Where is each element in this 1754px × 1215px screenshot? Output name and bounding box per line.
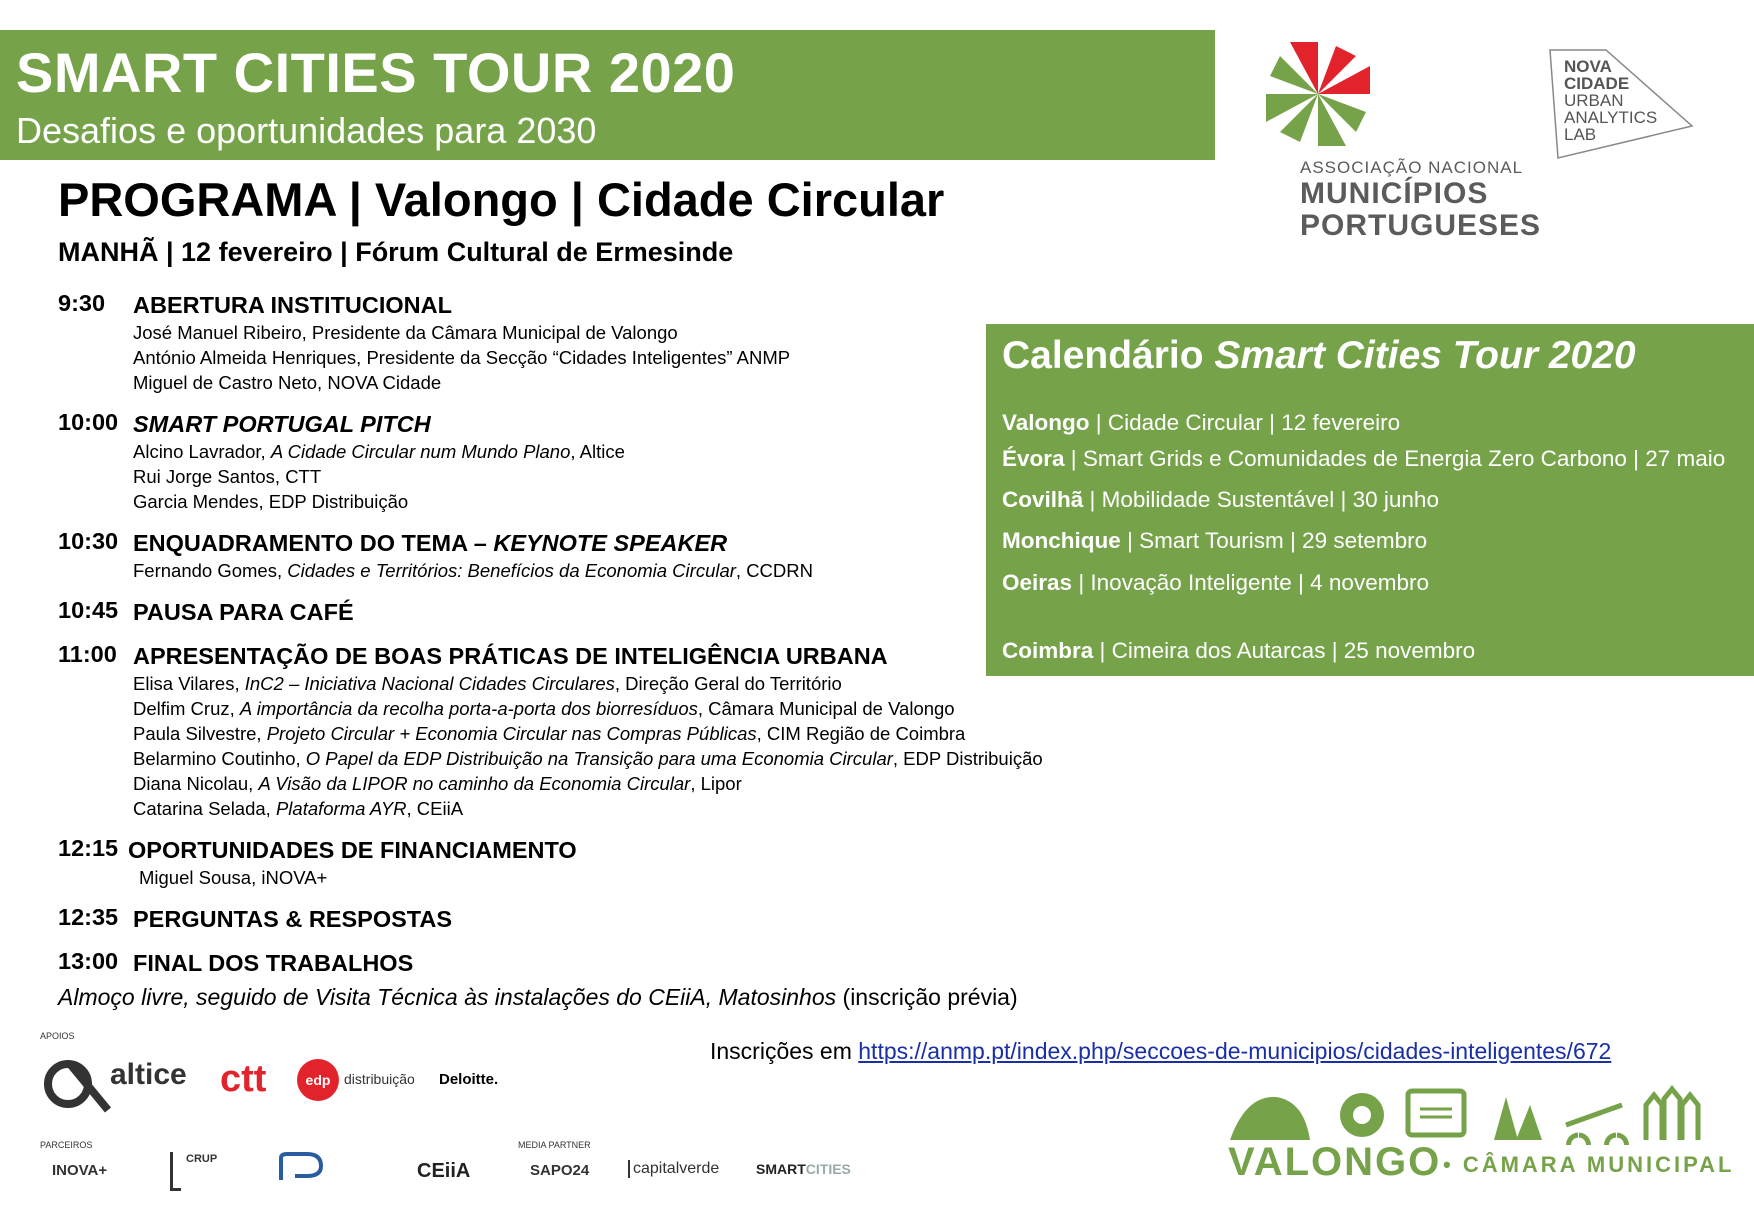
item-heading: ABERTURA INSTITUCIONAL [133,292,452,318]
valongo-wordmark: VALONGO [1228,1140,1442,1184]
ceiia-logo: CEiiA [417,1160,471,1182]
speaker-line: Catarina Selada, Plataforma AYR, CEiiA [133,798,464,819]
registration-link[interactable]: https://anmp.pt/index.php/seccoes-de-municipios/cidades-inteligentes/672 [858,1038,1612,1064]
capitalverde-logo: capitalverde [628,1160,719,1178]
altice-logo-icon [42,1058,114,1114]
nova-l2: CIDADE [1564,74,1630,93]
nova-l1: NOVA [1564,57,1612,76]
speaker-line: José Manuel Ribeiro, Presidente da Câmara Municipal de Valongo [133,322,678,343]
calendar-row: Oeiras | Inovação Inteligente | 4 novembro [1002,570,1429,595]
calendar-box [986,324,1754,676]
speaker-line: Delfim Cruz, A importância da recolha porta-a-porta dos biorresíduos, Câmara Municipal de Valongo [133,698,955,719]
nova-l5: LAB [1564,125,1597,144]
item-time: 10:45 [58,597,119,623]
lunch-note: Almoço livre, seguido de Visita Técnica às instalações do CEiiA, Matosinhos (inscrição prévia) [58,984,1018,1010]
speaker-line: Alcino Lavrador, A Cidade Circular num Mundo Plano, Altice [133,441,625,462]
calendar-title: Calendário Smart Cities Tour 2020 [1002,334,1636,377]
valongo-icons [1226,1085,1754,1145]
schedule-item [58,948,1178,978]
calendar-row: Coimbra | Cimeira dos Autarcas | 25 novembro [1002,638,1476,663]
speaker-line: Diana Nicolau, A Visão da LIPOR no caminho da Economia Circular, Lipor [133,773,742,794]
ccisp-logo-icon [277,1150,327,1186]
speaker-line: Elisa Vilares, InC2 – Iniciativa Nacional Cidades Circulares, Direção Geral do Território [133,673,842,694]
ctt-logo: ctt [220,1058,267,1100]
crup-logo: CRUP [186,1153,218,1165]
edp-logo: edp [297,1059,339,1101]
program-title: PROGRAMA | Valongo | Cidade Circular [58,173,945,226]
banner-subtitle: Desafios e oportunidades para 2030 [16,110,597,151]
calendar-row: Valongo | Cidade Circular | 12 fevereiro [1002,410,1401,435]
schedule-item [58,904,1178,934]
speaker-line: Belarmino Coutinho, O Papel da EDP Distribuição na Transição para uma Economia Circular, EDP Distribuição [133,748,1043,769]
hill-icon [1230,1097,1310,1140]
item-heading: FINAL DOS TRABALHOS [133,950,414,976]
speaker-line: Miguel de Castro Neto, NOVA Cidade [133,372,442,393]
item-time: 10:30 [58,528,119,554]
calendar-row: Monchique | Smart Tourism | 29 setembro [1002,528,1428,553]
item-heading: ENQUADRAMENTO DO TEMA – KEYNOTE SPEAKER [133,530,728,556]
nova-cidade-logo [1564,58,1657,143]
anmp-logo-text [1300,158,1541,242]
speaker-line: António Almeida Henriques, Presidente da Secção “Cidades Inteligentes” ANMP [133,347,791,368]
header-banner [0,30,1215,160]
media-partner-label: MEDIA PARTNER [518,1140,591,1150]
speaker-line: Paula Silvestre, Projeto Circular + Economia Circular nas Compras Públicas, CIM Região de Coimbra [133,723,966,744]
item-time: 9:30 [58,290,106,316]
apoios-label: APOIOS [40,1031,75,1041]
deloitte-logo: Deloitte. [439,1071,499,1088]
speaker-line: Fernando Gomes, Cidades e Territórios: Benefícios da Economia Circular, CCDRN [133,560,814,581]
cart-icon [1566,1105,1627,1145]
speaker-line: Rui Jorge Santos, CTT [133,466,322,487]
altice-logo: altice [110,1058,187,1091]
item-heading: OPORTUNIDADES DE FINANCIAMENTO [128,837,577,863]
calendar-row: Évora | Smart Grids e Comunidades de Energia Zero Carbono | 27 maio [1002,446,1726,471]
frame-icon [1408,1091,1464,1135]
camara-municipal-label: • CÂMARA MUNICIPAL [1443,1152,1735,1177]
banner-title: SMART CITIES TOUR 2020 [16,41,736,104]
anmp-line1: ASSOCIAÇÃO NACIONAL [1300,158,1524,177]
item-heading: APRESENTAÇÃO DE BOAS PRÁTICAS DE INTELIGÊNCIA URBANA [133,643,888,669]
speaker-line: Garcia Mendes, EDP Distribuição [133,491,409,512]
program-subtitle: MANHÃ | 12 fevereiro | Fórum Cultural de Ermesinde [58,237,734,267]
parceiros-label: PARCEIROS [40,1140,93,1150]
item-heading: SMART PORTUGAL PITCH [133,411,431,437]
figures-icon [1494,1097,1542,1140]
smart-cities-logo: SMARTCITIES [756,1161,851,1177]
calendar-row: Covilhã | Mobilidade Sustentável | 30 junho [1002,487,1439,512]
nova-l3: URBAN [1564,91,1624,110]
sapo24-logo: SAPO24 [530,1162,590,1179]
anmp-line2: MUNICÍPIOS [1300,177,1489,210]
anmp-pinwheel-logo [1262,38,1374,150]
inova-logo: INOVA+ [52,1162,108,1179]
item-heading: PERGUNTAS & RESPOSTAS [133,906,453,932]
nova-l4: ANALYTICS [1564,108,1658,127]
edp-distribuicao-label: distribuição [344,1071,415,1087]
item-heading: PAUSA PARA CAFÉ [133,599,354,625]
item-time: 12:15 [58,835,119,861]
crup-logo-mark [170,1152,181,1191]
item-time: 10:00 [58,409,119,435]
schedule-item [58,835,1178,890]
church-icon [1646,1089,1698,1140]
item-time: 13:00 [58,948,119,974]
registration-line: Inscrições em https://anmp.pt/index.php/seccoes-de-municipios/cidades-inteligentes/672 [710,1038,1612,1064]
item-time: 11:00 [58,641,117,667]
speaker-line: Miguel Sousa, iNOVA+ [139,867,328,888]
anmp-line3: PORTUGUESES [1300,209,1542,242]
item-time: 12:35 [58,904,119,930]
